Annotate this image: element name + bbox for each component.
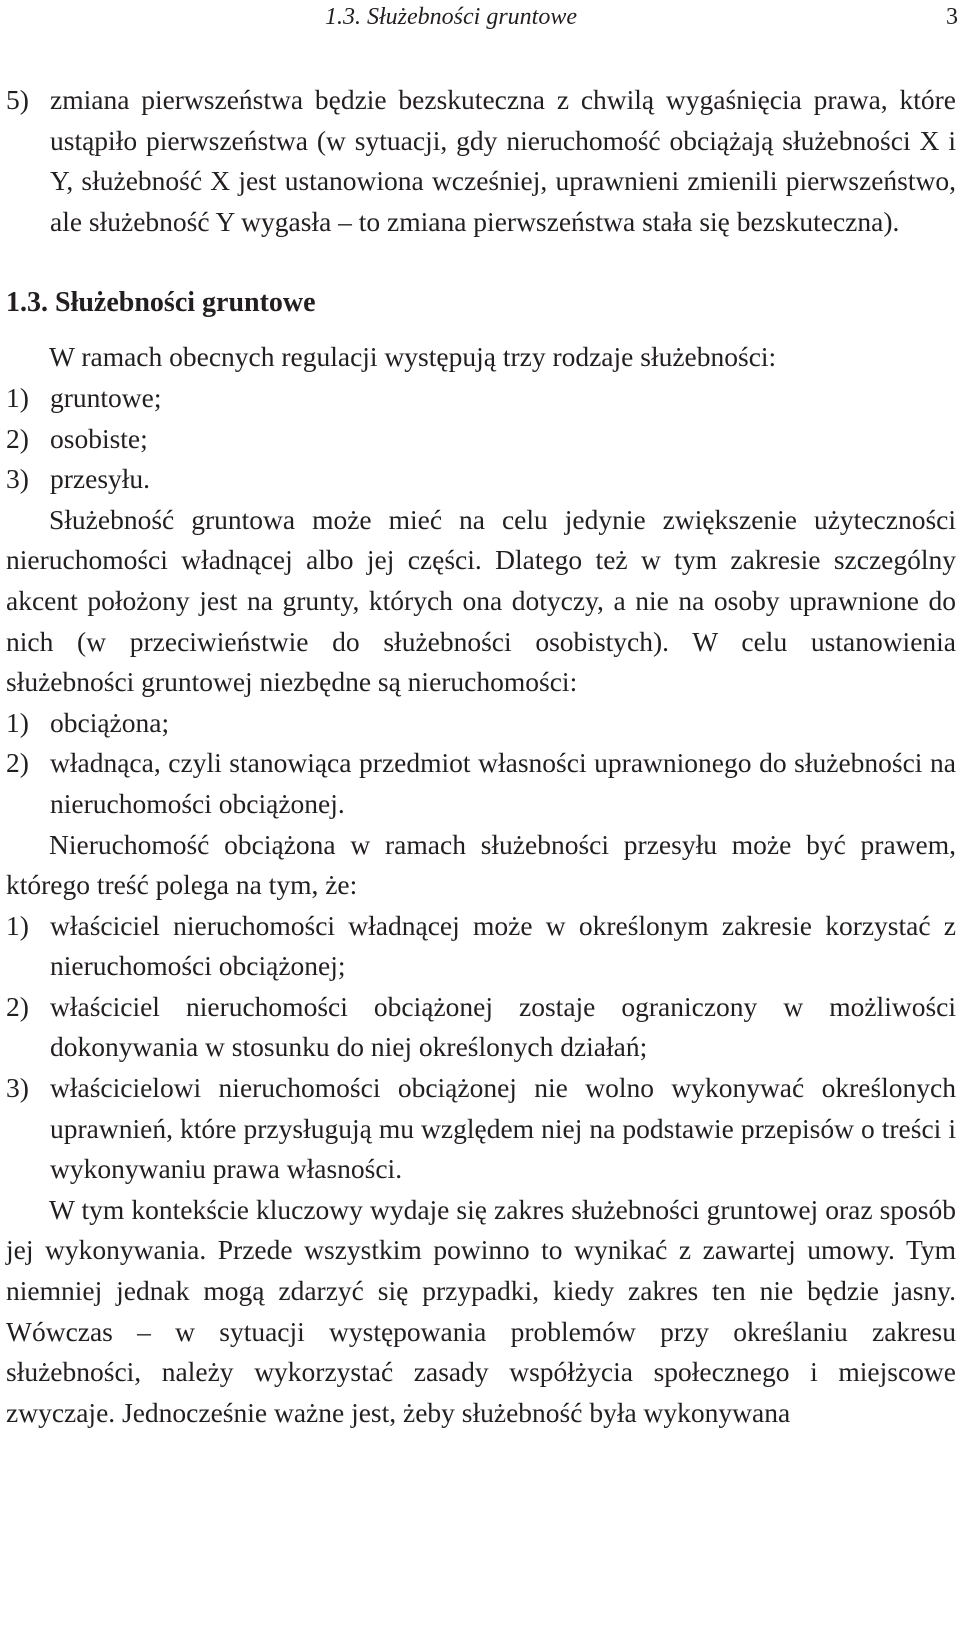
list-item-number: 1)	[6, 381, 29, 413]
property-list	[6, 703, 956, 825]
list-item	[6, 743, 956, 824]
list-item-text: zmiana pierwszeństwa będzie bezskuteczna z chwilą wygaśnięcia prawa, które ustąpiło pierwszeństwa (w sytuacji, gdy nieruchomość obciążają służebności X i Y, służebność X jest ustanowiona wcześniej, uprawnieni zmienili pierwszeństwo, ale służebność Y wygasła – to zmiana pierwszeństwa stała się bezskuteczna).	[50, 84, 956, 237]
list-item	[6, 906, 956, 987]
paragraph: Służebność gruntowa może mieć na celu jedynie zwiększenie użyteczności nieruchomości władnącej albo jej części. Dlatego też w tym zakresie szczególny akcent położony jest na grunty, których ona dotyczy, a nie na osoby uprawnione do nich (w przeciwieństwie do służebności osobistych). W celu ustanowienia służebności gruntowej niezbędne są nieruchomości:	[6, 503, 956, 698]
list-item-number: 1)	[6, 706, 29, 738]
list-item-number: 2)	[6, 990, 29, 1022]
content-list	[6, 906, 956, 1190]
list-item	[6, 419, 956, 460]
list-item-text: gruntowe;	[50, 381, 162, 413]
list-item-number: 2)	[6, 747, 29, 779]
list-item	[6, 703, 956, 744]
list-item	[6, 1068, 956, 1190]
paragraph: Nieruchomość obciążona w ramach służebności przesyłu może być prawem, którego treść polega na tym, że:	[6, 828, 956, 901]
list-item	[6, 459, 956, 500]
list-item-text: władnąca, czyli stanowiąca przedmiot własności uprawnionego do służebności na nieruchomości obciążonej.	[50, 747, 956, 819]
list-item	[6, 378, 956, 419]
list-item-number: 3)	[6, 1072, 29, 1104]
list-item-text: właściciel nieruchomości władnącej może w określonym zakresie korzystać z nieruchomości obciążonej;	[50, 909, 956, 982]
running-header	[0, 0, 960, 36]
list-item-text: właściciel nieruchomości obciążonej zostaje ograniczony w możliwości dokonywania w stosunku do niej określonych działań;	[50, 990, 956, 1063]
running-title: 1.3. Służebności gruntowe	[325, 4, 577, 30]
list-item-text: właścicielowi nieruchomości obciążonej nie wolno wykonywać określonych uprawnień, które przysługują mu względem niej na podstawie przepisów o treści i wykonywaniu prawa własności.	[50, 1072, 956, 1185]
list-item-text: przesyłu.	[50, 463, 151, 495]
list-item-text: osobiste;	[50, 422, 148, 454]
paragraph: W ramach obecnych regulacji występują trzy rodzaje służebności:	[49, 341, 777, 373]
list-item-number: 1)	[6, 909, 29, 941]
list-item-number: 5)	[6, 84, 29, 115]
list-item	[6, 80, 956, 242]
page-body	[6, 80, 956, 1433]
list-item-number: 2)	[6, 422, 29, 454]
list-item-number: 3)	[6, 463, 29, 495]
paragraph: W tym kontekście kluczowy wydaje się zakres służebności gruntowej oraz sposób jej wykonywania. Przede wszystkim powinno to wynikać z zawartej umowy. Tym niemniej jednak mogą zdarzyć się przypadki, kiedy zakres ten nie będzie jasny. Wówczas – w sytuacji występowania problemów przy określaniu zakresu służebności, należy wykorzystać zasady współżycia społecznego i miejscowe zwyczaje. Jednocześnie ważne jest, żeby służebność była wykonywana	[6, 1193, 956, 1428]
page-number: 3	[946, 4, 958, 30]
list-item	[6, 987, 956, 1068]
list-item-text: obciążona;	[50, 706, 170, 738]
section-heading: 1.3. Służebności gruntowe	[6, 287, 316, 319]
types-list	[6, 378, 956, 500]
